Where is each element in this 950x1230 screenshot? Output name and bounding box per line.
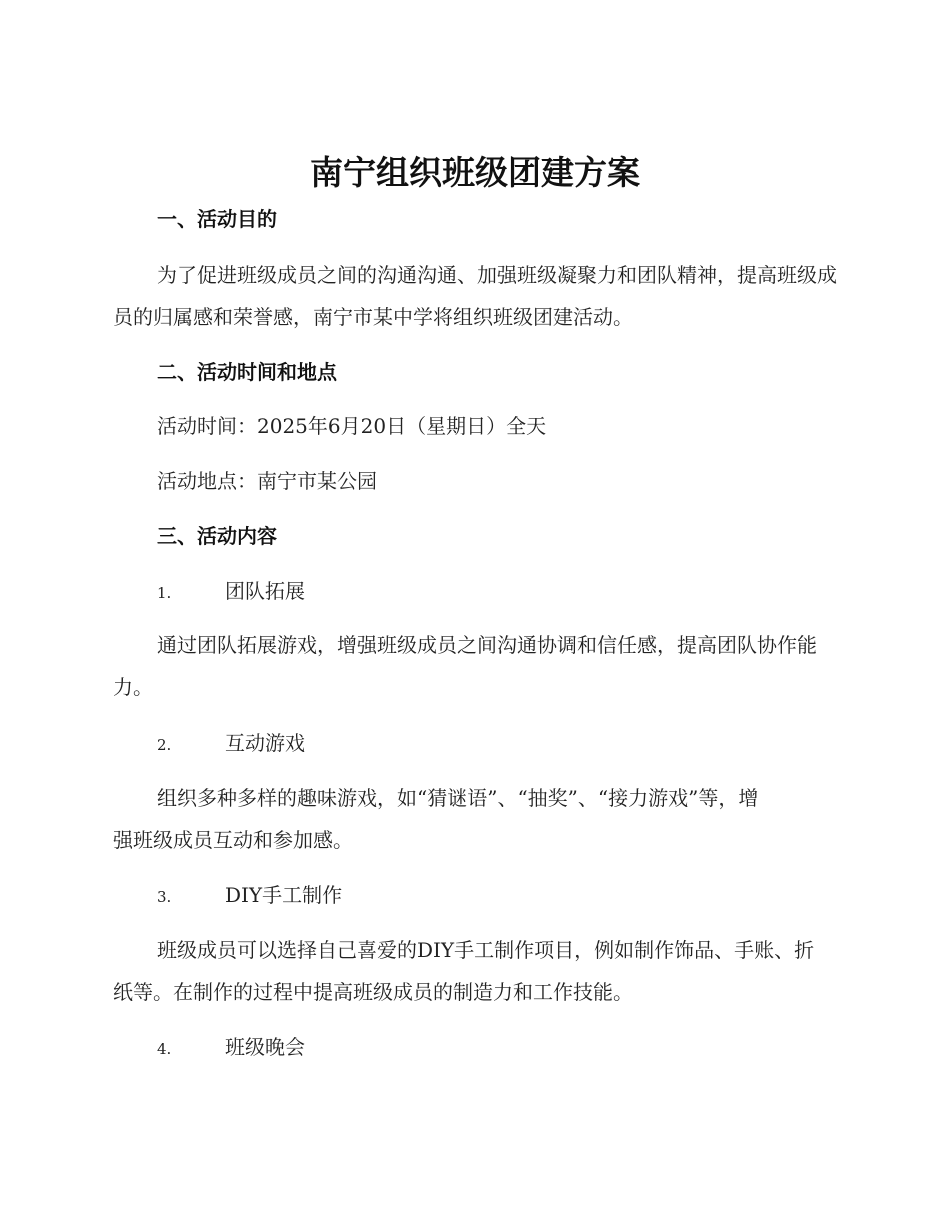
paragraph-interactive-games: 组织多种多样的趣味游戏，如“猜谜语”、“抽奖”、“接力游戏”等，增强班级成员互动和参加感。 bbox=[113, 786, 759, 852]
list-item-label: 班级晚会 bbox=[225, 1035, 305, 1059]
paragraph-purpose: 为了促进班级成员之间的沟通沟通、加强班级凝聚力和团队精神，提高班级成员的归属感和荣誉感，南宁市某中学将组织班级团建活动。 bbox=[113, 263, 837, 329]
section-heading-content: 三、活动内容 bbox=[157, 524, 277, 548]
activity-time: 活动时间：2025年6月20日（星期日）全天 bbox=[157, 414, 547, 438]
list-number: 3. bbox=[157, 888, 172, 906]
paragraph-diy-crafts: 班级成员可以选择自己喜爱的DIY手工制作项目，例如制作饰品、手账、折纸等。在制作的过程中提高班级成员的制造力和工作技能。 bbox=[113, 938, 815, 1004]
paragraph-team-expansion: 通过团队拓展游戏，增强班级成员之间沟通协调和信任感，提高团队协作能力。 bbox=[113, 633, 817, 699]
list-item-label: 团队拓展 bbox=[225, 579, 305, 603]
section-heading-time-place: 二、活动时间和地点 bbox=[157, 360, 337, 384]
list-item-class-party bbox=[157, 1033, 305, 1063]
list-item-label: 互动游戏 bbox=[225, 731, 305, 755]
list-number: 2. bbox=[157, 736, 172, 754]
list-number: 4. bbox=[157, 1040, 172, 1058]
list-number: 1. bbox=[157, 584, 172, 602]
list-item-interactive-games bbox=[157, 729, 305, 759]
activity-place: 活动地点：南宁市某公园 bbox=[157, 469, 377, 493]
list-item-team-expansion bbox=[157, 577, 305, 607]
list-item-label: DIY手工制作 bbox=[225, 883, 343, 907]
list-item-diy-crafts bbox=[157, 881, 342, 911]
section-heading-purpose: 一、活动目的 bbox=[157, 207, 277, 231]
document-title: 南宁组织班级团建方案 bbox=[310, 153, 640, 192]
